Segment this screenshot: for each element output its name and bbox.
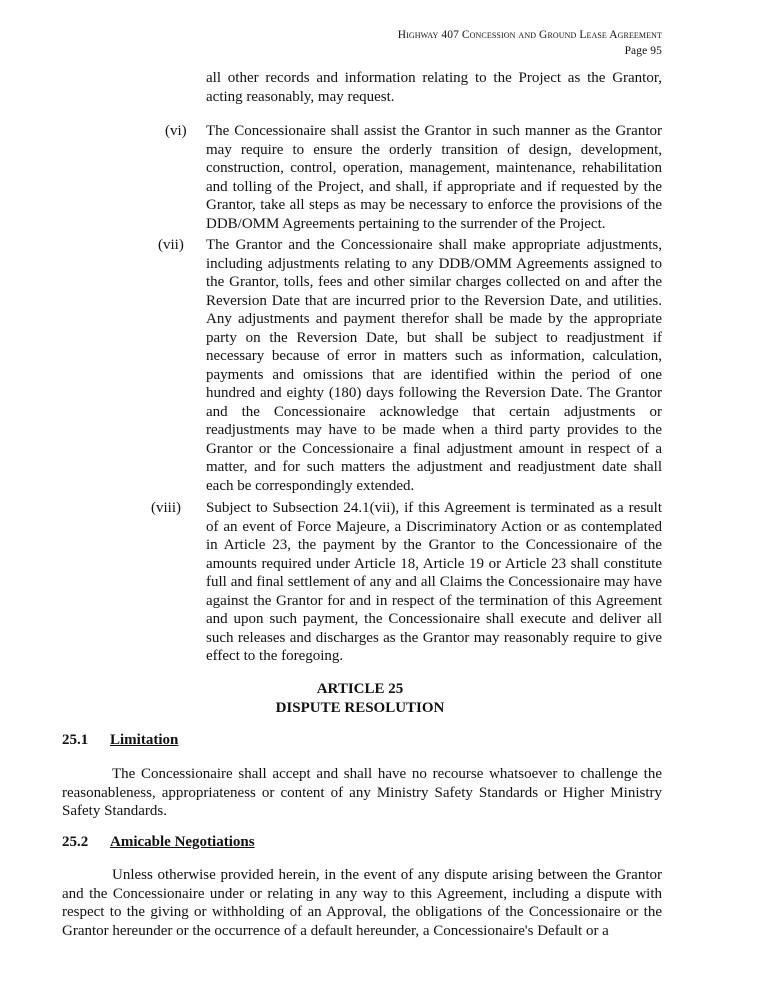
item-paragraph: The Concessionaire shall assist the Grantor in such manner as the Grantor may require to ensure the orderly transition of design, development, construction, control, operation, management, maintenance, rehabilitation and tolling of the Project, and shall, if appropriate and if requested by the Grantor, take all steps as may be necessary to enforce the provisions of the DDB/OMM Agreements pertaining to the surrender of the Project. <box>206 123 662 232</box>
article-title: DISPUTE RESOLUTION <box>275 700 445 716</box>
section-title: Limitation <box>110 732 179 748</box>
page-header <box>398 27 662 59</box>
header-title: Highway 407 Concession and Ground Lease Agreement <box>397 29 662 41</box>
item-paragraph: Subject to Subsection 24.1(vii), if this Agreement is terminated as a result of an event of Force Majeure, a Discriminatory Action or as contemplated in Article 23, the payment by the Grantor to the Concessionaire of the amounts required under Article 18, Article 19 or Article 23 shall constitute full and final settlement of any and all Claims the Concessionaire may have against the Grantor for and in respect of the termination of this Agreement and upon such payment, the Concessionaire shall execute and deliver all such releases and discharges as the Grantor may reasonably require to give effect to the foregoing. <box>206 500 662 664</box>
section-number: 25.1 <box>62 732 89 748</box>
continuation-paragraph: all other records and information relating to the Project as the Grantor, acting reasonably, may request. <box>206 70 662 105</box>
section-title: Amicable Negotiations <box>110 834 255 850</box>
section-paragraph: Unless otherwise provided herein, in the event of any dispute arising between the Grantor and the Concessionaire under or relating in any way to this Agreement, including a dispute with respect to the giving or withholding of an Approval, the obligations of the Concessionaire or the Grantor hereunder or the occurrence of a default hereunder, a Concessionaire's Default or a <box>62 867 662 939</box>
section-paragraph: The Concessionaire shall accept and shall have no recourse whatsoever to challenge the reasonableness, appropriateness or content of any Ministry Safety Standards or Higher Ministry Safety Standards. <box>62 766 662 819</box>
page-number: Page 95 <box>624 45 662 57</box>
section-heading <box>62 731 178 749</box>
section-heading <box>62 833 255 851</box>
item-number: (vi) <box>165 123 187 139</box>
item-number: (vii) <box>158 237 184 253</box>
item-paragraph: The Grantor and the Concessionaire shall make appropriate adjustments, including adjustments relating to any DDB/OMM Agreements assigned to the Grantor, tolls, fees and other similar charges collected on and after the Reversion Date that are incurred prior to the Reversion Date, and utilities. Any adjustments and payment therefor shall be made by the appropriate party on the Reversion Date, but shall be subject to readjustment if necessary because of error in matters such as information, calculation, payments and omissions that are identified within the period of one hundred and eighty (180) days following the Reversion Date. The Grantor and the Concessionaire acknowledge that certain adjustments or readjustments may have to be made when a third party provides to the Grantor or the Concessionaire a final adjustment amount in respect of a matter, and for such matters the adjustment and readjustment date shall each be correspondingly extended. <box>206 237 662 494</box>
item-number: (viii) <box>151 500 181 516</box>
section-number: 25.2 <box>62 834 89 850</box>
article-number: ARTICLE 25 <box>316 681 404 697</box>
